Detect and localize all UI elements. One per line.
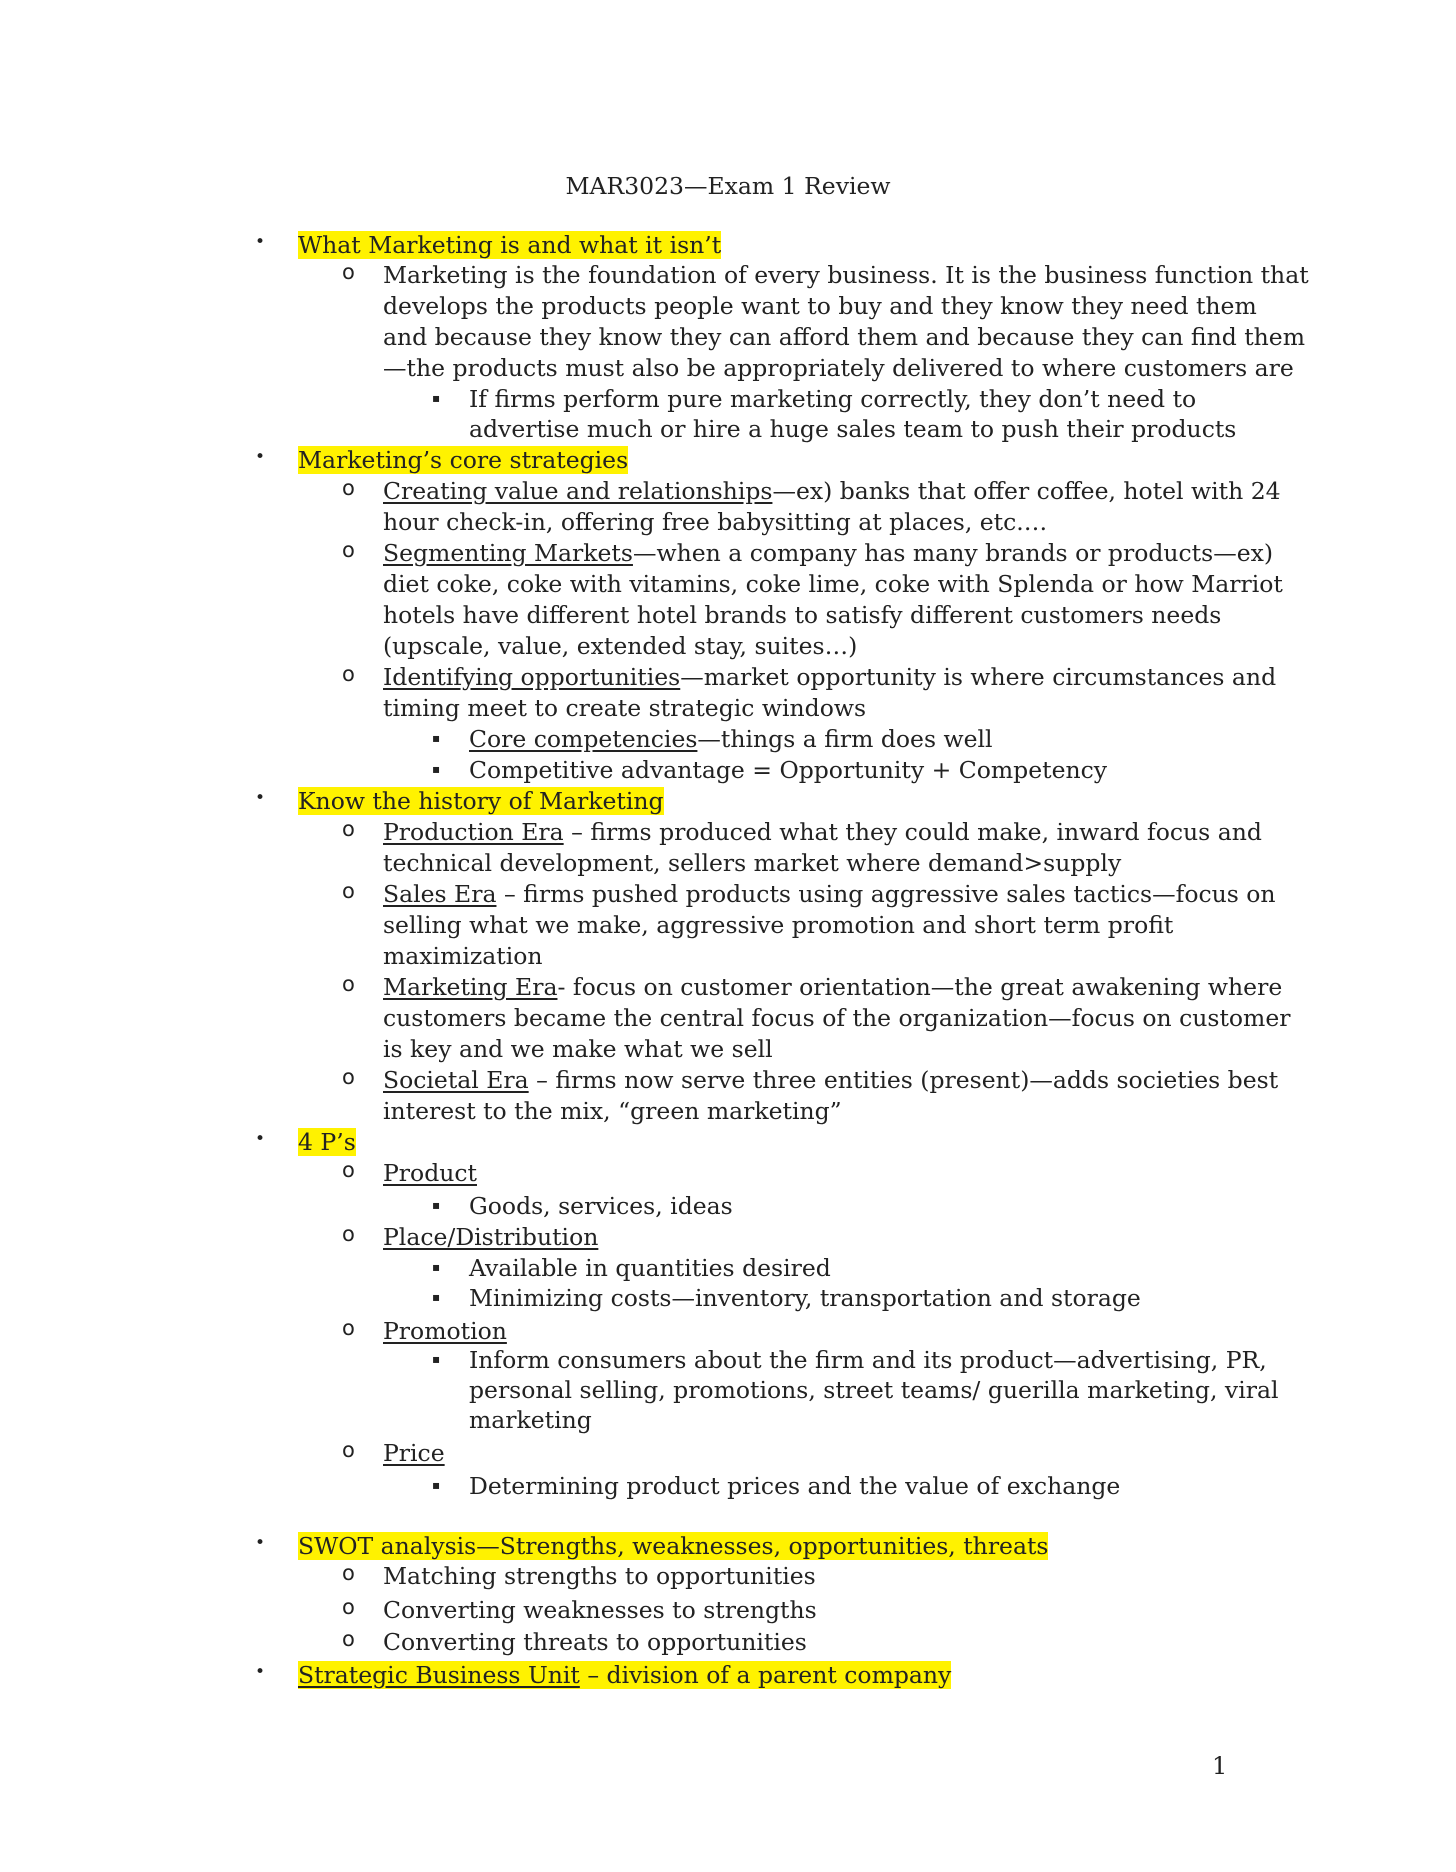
body-line: marketing [469,1406,592,1434]
underlined-term: Creating value and relationships [383,477,773,505]
body-line [383,1065,1278,1096]
square-bullet-marker: ▪ [432,1290,441,1304]
body-line [383,1222,598,1253]
sub-bullet-marker: o [342,972,355,996]
highlighted-text: What Marketing is and what it isn’t [298,231,722,259]
sub-bullet-marker: o [342,817,355,841]
section-heading-4ps [298,1127,356,1158]
body-line [383,1158,477,1189]
body-line: is key and we make what we sell [383,1035,773,1063]
body-text: – firms pushed products using aggressive sales tactics—focus on [496,880,1276,908]
square-bullet-marker: ▪ [432,1478,441,1492]
sub-bullet-marker: o [342,1438,355,1462]
sub-bullet-marker: o [342,1561,355,1585]
underlined-term: Segmenting Markets [383,539,633,567]
underlined-term: Core competencies [469,725,698,753]
body-line: technical development, sellers market where demand>supply [383,849,1122,877]
highlighted-text [298,1661,951,1689]
body-line: hour check-in, offering free babysitting at places, etc.… [383,508,1048,536]
section-heading-core-strategies [298,445,628,476]
body-line: maximization [383,942,543,970]
body-line: interest to the mix, “green marketing” [383,1097,842,1125]
body-line: personal selling, promotions, street teams/ guerilla marketing, viral [469,1376,1279,1404]
body-line [383,817,1262,848]
sub-bullet-marker: o [342,476,355,500]
body-text: —things a firm does well [697,725,993,753]
body-line [383,1438,445,1469]
underlined-term: Production Era [383,818,564,846]
bullet-marker: • [255,447,266,467]
page-number: 1 [1212,1752,1228,1780]
body-line: (upscale, value, extended stay, suites…) [383,632,858,660]
bullet-marker: • [255,1533,266,1553]
highlighted-text: Marketing’s core strategies [298,446,629,474]
sub-bullet-marker: o [342,1158,355,1182]
body-line: diet coke, coke with vitamins, coke lime, coke with Splenda or how Marriot [383,570,1283,598]
sub-bullet-marker: o [342,1595,355,1619]
body-line: advertise much or hire a huge sales team to push their products [469,415,1237,443]
bullet-marker: • [255,1662,266,1682]
body-line [383,879,1276,910]
sub-bullet-marker: o [342,662,355,686]
sub-bullet-marker: o [342,879,355,903]
body-line: —the products must also be appropriately delivered to where customers are [383,354,1294,382]
highlighted-text: Know the history of Marketing [298,787,664,815]
body-line: develops the products people want to buy and they know they need them [383,292,1257,320]
body-line: and because they know they can afford them and because they can find them [383,323,1305,351]
body-line: selling what we make, aggressive promotion and short term profit [383,911,1174,939]
body-text: —ex) banks that offer coffee, hotel with 24 [772,477,1281,505]
body-line: Inform consumers about the firm and its product—advertising, PR, [469,1346,1267,1374]
body-line [383,476,1281,507]
body-line: Converting threats to opportunities [383,1628,807,1656]
body-line: Goods, services, ideas [469,1192,733,1220]
sub-bullet-marker: o [342,1222,355,1246]
body-line: hotels have different hotel brands to satisfy different customers needs [383,601,1222,629]
square-bullet-marker: ▪ [432,731,441,745]
section-heading-history [298,786,664,817]
body-line [383,662,1276,693]
sub-bullet-marker: o [342,260,355,284]
body-line: Available in quantities desired [469,1254,831,1282]
sub-bullet-marker: o [342,1065,355,1089]
sub-bullet-marker: o [342,1316,355,1340]
body-text: – division of a parent company [579,1661,952,1689]
body-line [469,724,993,755]
body-text: —market opportunity is where circumstances and [680,663,1277,691]
section-heading-marketing-definition [298,230,721,261]
underlined-term: Marketing Era [383,973,558,1001]
body-line: Competitive advantage = Opportunity + Competency [469,756,1108,784]
section-heading-sbu [298,1660,951,1691]
body-text: – firms now serve three entities (present)—adds societies best [528,1066,1279,1094]
sub-bullet-marker: o [342,538,355,562]
underlined-term: Place/Distribution [383,1223,599,1251]
bullet-marker: • [255,1129,266,1149]
document-title: MAR3023—Exam 1 Review [565,172,891,200]
body-line: customers became the central focus of the organization—focus on customer [383,1004,1291,1032]
square-bullet-marker: ▪ [432,1260,441,1274]
bullet-marker: • [255,788,266,808]
body-line: If firms perform pure marketing correctly, they don’t need to [469,385,1197,413]
section-heading-swot [298,1531,1048,1562]
body-text: —when a company has many brands or products—ex) [632,539,1274,567]
underlined-term: Product [383,1159,477,1187]
underlined-term: Promotion [383,1317,507,1345]
body-line [383,1316,507,1347]
highlighted-text: SWOT analysis—Strengths, weaknesses, opportunities, threats [298,1532,1049,1560]
square-bullet-marker: ▪ [432,1352,441,1366]
underlined-term: Strategic Business Unit [298,1661,580,1689]
square-bullet-marker: ▪ [432,391,441,405]
underlined-term: Price [383,1439,445,1467]
underlined-term: Societal Era [383,1066,529,1094]
underlined-term: Identifying opportunities [383,663,681,691]
body-line: Minimizing costs—inventory, transportation and storage [469,1284,1141,1312]
body-line: timing meet to create strategic windows [383,694,867,722]
highlighted-text: 4 P’s [298,1128,356,1156]
body-line: Marketing is the foundation of every business. It is the business function that [383,261,1309,289]
body-line [383,538,1273,569]
body-text: – firms produced what they could make, inward focus and [563,818,1262,846]
body-line: Converting weaknesses to strengths [383,1596,817,1624]
body-line: Matching strengths to opportunities [383,1562,816,1590]
body-line: Determining product prices and the value of exchange [469,1472,1121,1500]
body-line [383,972,1282,1003]
sub-bullet-marker: o [342,1627,355,1651]
square-bullet-marker: ▪ [432,1198,441,1212]
body-text: - focus on customer orientation—the great awakening where [557,973,1283,1001]
underlined-term: Sales Era [383,880,497,908]
bullet-marker: • [255,232,266,252]
square-bullet-marker: ▪ [432,762,441,776]
